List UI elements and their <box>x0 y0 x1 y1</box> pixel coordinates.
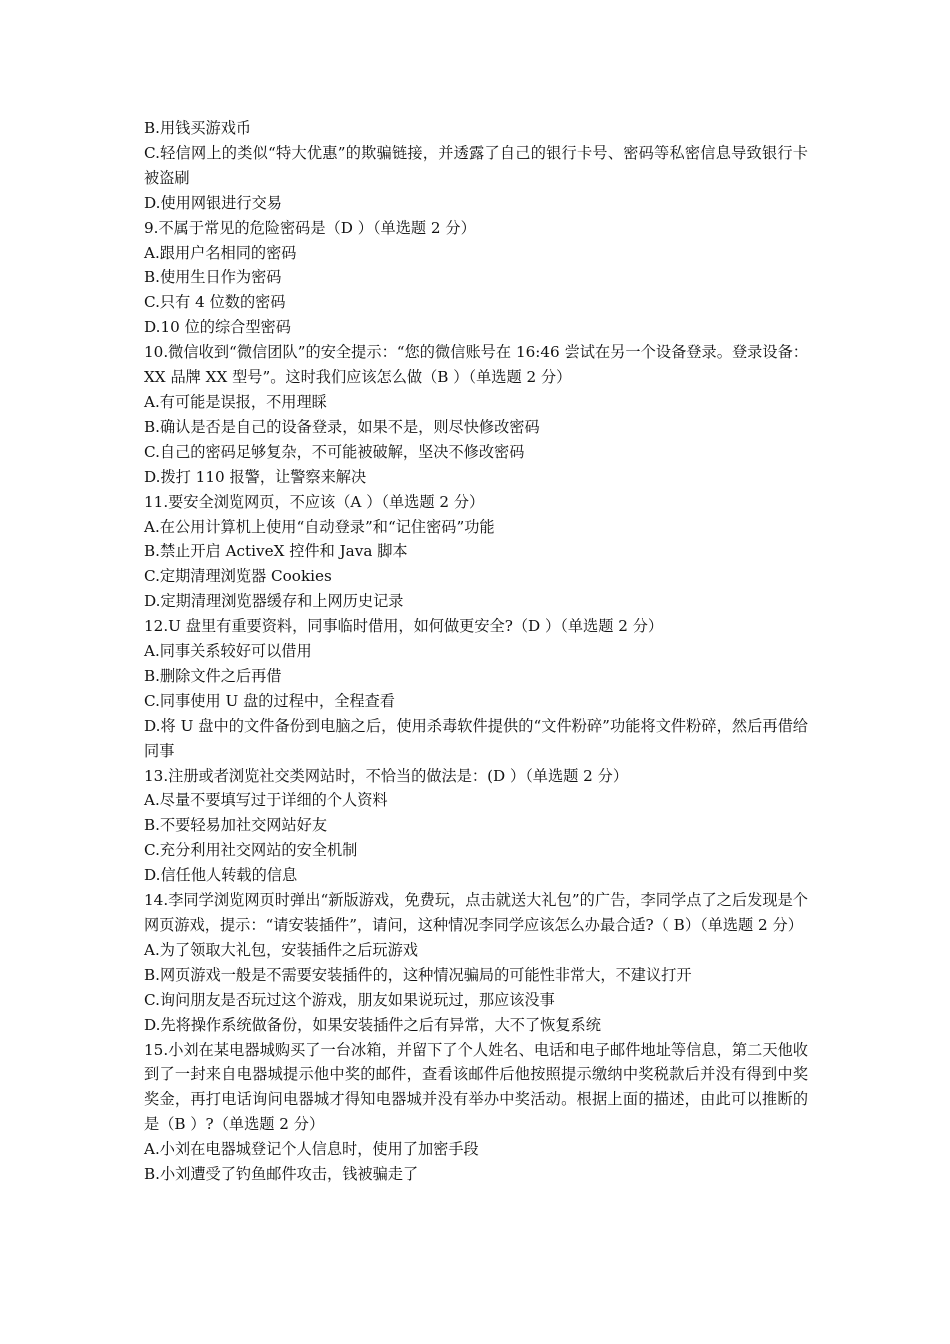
q11-option-d: D.定期清理浏览器缓存和上网历史记录 <box>144 592 404 611</box>
q13-question: 13.注册或者浏览社交类网站时，不恰当的做法是：(D ）（单选题 2 分） <box>144 766 629 785</box>
q9-question: 9.不属于常见的危险密码是（D ）（单选题 2 分） <box>144 218 476 237</box>
q9-option-b: B.使用生日作为密码 <box>144 268 282 287</box>
q11-option-b: B.禁止开启 ActiveX 控件和 Java 脚本 <box>144 542 408 561</box>
q12-option-b: B.删除文件之后再借 <box>144 666 282 685</box>
q14-question: 14.李同学浏览网页时弹出“新版游戏，免费玩，点击就送大礼包”的广告，李同学点了之后发现是个网页游戏，提示：“请安装插件”，请问，这种情况李同学应该怎么办最合适?（ B）（单选题 2 分） <box>144 891 808 934</box>
q12-option-d: D.将 U 盘中的文件备份到电脑之后，使用杀毒软件提供的“文件粉碎”功能将文件粉碎，然后再借给同事 <box>144 716 808 760</box>
q13-option-c: C.充分利用社交网站的安全机制 <box>144 841 358 860</box>
q14-option-a: A.为了领取大礼包，安装插件之后玩游戏 <box>144 940 418 959</box>
q11-question: 11.要安全浏览网页，不应该（A ）（单选题 2 分） <box>144 492 485 511</box>
q15-option-a: A.小刘在电器城登记个人信息时，使用了加密手段 <box>144 1140 479 1159</box>
q13-option-b: B.不要轻易加社交网站好友 <box>144 816 328 835</box>
q10-option-d: D.拨打 110 报警，让警察来解决 <box>144 467 367 486</box>
q12-option-a: A.同事关系较好可以借用 <box>144 642 312 661</box>
q9-option-a: A.跟用户名相同的密码 <box>144 243 297 262</box>
q9-option-c: C.只有 4 位数的密码 <box>144 293 286 312</box>
q8-option-b: B.用钱买游戏币 <box>144 119 252 137</box>
q13-option-a: A.尽量不要填写过于详细的个人资料 <box>144 791 388 810</box>
q15-question: 15.小刘在某电器城购买了一台冰箱，并留下了个人姓名、电话和电子邮件地址等信息，第二天他收到了一封来自电器城提示他中奖的邮件，查看该邮件后他按照提示缴纳中奖税款后并没有得到中奖奖金，再打电话询问电器城才得知电器城并没有举办中奖活动。根据上面的描述，由此可以推断的是（B ）?（单选题 2 分） <box>144 1040 808 1134</box>
q10-option-b: B.确认是否是自己的设备登录，如果不是，则尽快修改密码 <box>144 417 540 436</box>
q10-option-a: A.有可能是误报，不用理睬 <box>144 392 327 411</box>
document-page <box>144 116 808 1187</box>
q14-option-d: D.先将操作系统做备份，如果安装插件之后有异常，大不了恢复系统 <box>144 1015 601 1034</box>
q10-question: 10.微信收到“微信团队”的安全提示：“您的微信账号在 16:46 尝试在另一个设备登录。登录设备：XX 品牌 XX 型号”。这时我们应该怎么做（B ）（单选题 2 分） <box>144 343 808 387</box>
q14-option-c: C.询问朋友是否玩过这个游戏，朋友如果说玩过，那应该没事 <box>144 990 555 1009</box>
q15-option-b: B.小刘遭受了钓鱼邮件攻击，钱被骗走了 <box>144 1165 419 1184</box>
q11-option-a: A.在公用计算机上使用“自动登录”和“记住密码”功能 <box>144 517 495 536</box>
q14-option-b: B.网页游戏一般是不需要安装插件的，这种情况骗局的可能性非常大，不建议打开 <box>144 965 692 984</box>
q12-option-c: C.同事使用 U 盘的过程中，全程查看 <box>144 691 395 710</box>
q10-option-c: C.自己的密码足够复杂，不可能被破解，坚决不修改密码 <box>144 442 525 461</box>
q13-option-d: D.信任他人转载的信息 <box>144 866 298 885</box>
q8-option-d: D.使用网银进行交易 <box>144 193 282 212</box>
q11-option-c: C.定期清理浏览器 Cookies <box>144 567 332 586</box>
q9-option-d: D.10 位的综合型密码 <box>144 318 291 337</box>
q8-option-c: C.轻信网上的类似“特大优惠”的欺骗链接，并透露了自己的银行卡号、密码等私密信息导致银行卡被盗刷 <box>144 143 808 187</box>
q12-question: 12.U 盘里有重要资料，同事临时借用，如何做更安全?（D ）（单选题 2 分） <box>144 617 664 636</box>
